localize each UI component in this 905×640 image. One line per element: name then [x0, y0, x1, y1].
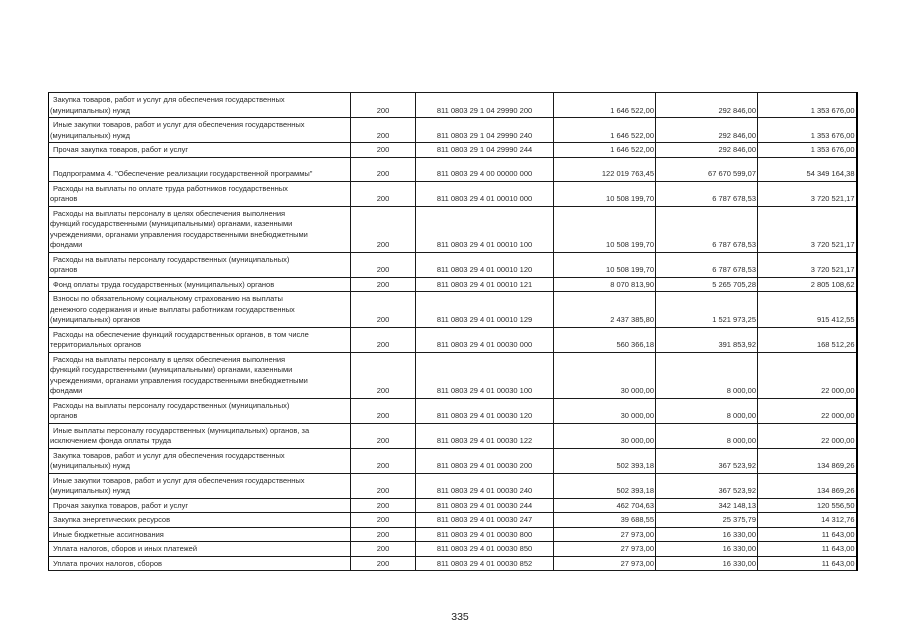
executed-amount-cell: 67 670 599,07: [656, 157, 758, 181]
executed-amount-cell: 16 330,00: [656, 556, 758, 571]
executed-amount-cell: 8 000,00: [656, 352, 758, 398]
row-name-cell: Закупка товаров, работ и услуг для обеспечения государственных (муниципальных) нужд: [49, 448, 351, 473]
budget-execution-table: [48, 92, 858, 571]
budget-code-cell: 811 0803 29 1 04 29990 200: [416, 93, 554, 118]
executed-amount-cell: 16 330,00: [656, 527, 758, 542]
approved-amount-cell: 30 000,00: [554, 352, 656, 398]
budget-code-cell: 811 0803 29 4 01 00010 120: [416, 252, 554, 277]
table-row: [49, 498, 857, 513]
line-code-cell: 200: [351, 277, 416, 292]
table-row: [49, 513, 857, 528]
unexecuted-amount-cell: 11 643,00: [758, 556, 857, 571]
row-name-cell: Уплата налогов, сборов и иных платежей: [49, 542, 351, 557]
line-code-cell: 200: [351, 252, 416, 277]
row-name-cell: Закупка товаров, работ и услуг для обеспечения государственных (муниципальных) нужд: [49, 93, 351, 118]
unexecuted-amount-cell: 22 000,00: [758, 352, 857, 398]
approved-amount-cell: 122 019 763,45: [554, 157, 656, 181]
executed-amount-cell: 6 787 678,53: [656, 252, 758, 277]
budget-code-cell: 811 0803 29 4 01 00030 850: [416, 542, 554, 557]
row-name-cell: Уплата прочих налогов, сборов: [49, 556, 351, 571]
row-name-cell: Прочая закупка товаров, работ и услуг: [49, 143, 351, 158]
approved-amount-cell: 39 688,55: [554, 513, 656, 528]
executed-amount-cell: 292 846,00: [656, 118, 758, 143]
line-code-cell: 200: [351, 513, 416, 528]
table-row: [49, 252, 857, 277]
table-row: [49, 423, 857, 448]
approved-amount-cell: 27 973,00: [554, 542, 656, 557]
approved-amount-cell: 2 437 385,80: [554, 292, 656, 328]
row-name-cell: Иные выплаты персоналу государственных (муниципальных) органов, за исключением фонда оплаты труда: [49, 423, 351, 448]
line-code-cell: 200: [351, 556, 416, 571]
approved-amount-cell: 1 646 522,00: [554, 118, 656, 143]
approved-amount-cell: 502 393,18: [554, 448, 656, 473]
budget-code-cell: 811 0803 29 4 01 00010 100: [416, 206, 554, 252]
approved-amount-cell: 30 000,00: [554, 423, 656, 448]
approved-amount-cell: 10 508 199,70: [554, 252, 656, 277]
unexecuted-amount-cell: 2 805 108,62: [758, 277, 857, 292]
approved-amount-cell: 502 393,18: [554, 473, 656, 498]
line-code-cell: 200: [351, 352, 416, 398]
budget-code-cell: 811 0803 29 4 01 00030 000: [416, 327, 554, 352]
line-code-cell: 200: [351, 327, 416, 352]
unexecuted-amount-cell: 3 720 521,17: [758, 206, 857, 252]
executed-amount-cell: 367 523,92: [656, 448, 758, 473]
approved-amount-cell: 1 646 522,00: [554, 143, 656, 158]
line-code-cell: 200: [351, 473, 416, 498]
executed-amount-cell: 16 330,00: [656, 542, 758, 557]
executed-amount-cell: 342 148,13: [656, 498, 758, 513]
table-row: [49, 143, 857, 158]
budget-code-cell: 811 0803 29 4 01 00030 800: [416, 527, 554, 542]
table-row: [49, 473, 857, 498]
table-row: [49, 118, 857, 143]
row-name-cell: Прочая закупка товаров, работ и услуг: [49, 498, 351, 513]
table-body: [49, 93, 857, 571]
line-code-cell: 200: [351, 292, 416, 328]
line-code-cell: 200: [351, 181, 416, 206]
budget-code-cell: 811 0803 29 4 00 00000 000: [416, 157, 554, 181]
budget-code-cell: 811 0803 29 4 01 00010 000: [416, 181, 554, 206]
approved-amount-cell: 10 508 199,70: [554, 181, 656, 206]
executed-amount-cell: 6 787 678,53: [656, 206, 758, 252]
row-name-cell: Подпрограмма 4. "Обеспечение реализации государственной программы": [49, 157, 351, 181]
table-row: [49, 448, 857, 473]
table-row: [49, 181, 857, 206]
executed-amount-cell: 1 521 973,25: [656, 292, 758, 328]
unexecuted-amount-cell: 3 720 521,17: [758, 181, 857, 206]
budget-code-cell: 811 0803 29 4 01 00030 100: [416, 352, 554, 398]
unexecuted-amount-cell: 168 512,26: [758, 327, 857, 352]
line-code-cell: 200: [351, 118, 416, 143]
unexecuted-amount-cell: 120 556,50: [758, 498, 857, 513]
unexecuted-amount-cell: 915 412,55: [758, 292, 857, 328]
approved-amount-cell: 560 366,18: [554, 327, 656, 352]
line-code-cell: 200: [351, 157, 416, 181]
line-code-cell: 200: [351, 206, 416, 252]
executed-amount-cell: 367 523,92: [656, 473, 758, 498]
table-row: [49, 93, 857, 118]
table-row: [49, 277, 857, 292]
budget-code-cell: 811 0803 29 4 01 00010 129: [416, 292, 554, 328]
executed-amount-cell: 6 787 678,53: [656, 181, 758, 206]
budget-code-cell: 811 0803 29 4 01 00030 240: [416, 473, 554, 498]
unexecuted-amount-cell: 14 312,76: [758, 513, 857, 528]
table-row: [49, 327, 857, 352]
unexecuted-amount-cell: 54 349 164,38: [758, 157, 857, 181]
row-name-cell: Расходы на выплаты персоналу в целях обеспечения выполнения функций государственными (муниципальными) органами, казенными учреждениями, органами управления государственными внебюджетными фондами: [49, 206, 351, 252]
budget-code-cell: 811 0803 29 4 01 00030 244: [416, 498, 554, 513]
budget-code-cell: 811 0803 29 4 01 00010 121: [416, 277, 554, 292]
unexecuted-amount-cell: 11 643,00: [758, 527, 857, 542]
approved-amount-cell: 1 646 522,00: [554, 93, 656, 118]
line-code-cell: 200: [351, 398, 416, 423]
unexecuted-amount-cell: 11 643,00: [758, 542, 857, 557]
budget-code-cell: 811 0803 29 1 04 29990 240: [416, 118, 554, 143]
unexecuted-amount-cell: 22 000,00: [758, 423, 857, 448]
row-name-cell: Расходы на обеспечение функций государственных органов, в том числе территориальных органов: [49, 327, 351, 352]
approved-amount-cell: 8 070 813,90: [554, 277, 656, 292]
executed-amount-cell: 25 375,79: [656, 513, 758, 528]
executed-amount-cell: 8 000,00: [656, 398, 758, 423]
row-name-cell: Расходы на выплаты персоналу государственных (муниципальных) органов: [49, 252, 351, 277]
line-code-cell: 200: [351, 498, 416, 513]
row-name-cell: Иные бюджетные ассигнования: [49, 527, 351, 542]
row-name-cell: Иные закупки товаров, работ и услуг для обеспечения государственных (муниципальных) нужд: [49, 473, 351, 498]
page-number: 335: [451, 611, 469, 623]
budget-code-cell: 811 0803 29 4 01 00030 247: [416, 513, 554, 528]
budget-code-cell: 811 0803 29 4 01 00030 852: [416, 556, 554, 571]
line-code-cell: 200: [351, 423, 416, 448]
line-code-cell: 200: [351, 448, 416, 473]
row-name-cell: Расходы на выплаты по оплате труда работников государственных органов: [49, 181, 351, 206]
unexecuted-amount-cell: 134 869,26: [758, 473, 857, 498]
approved-amount-cell: 10 508 199,70: [554, 206, 656, 252]
approved-amount-cell: 462 704,63: [554, 498, 656, 513]
line-code-cell: 200: [351, 542, 416, 557]
table-row: [49, 292, 857, 328]
unexecuted-amount-cell: 3 720 521,17: [758, 252, 857, 277]
unexecuted-amount-cell: 134 869,26: [758, 448, 857, 473]
row-name-cell: Фонд оплаты труда государственных (муниципальных) органов: [49, 277, 351, 292]
row-name-cell: Расходы на выплаты персоналу государственных (муниципальных) органов: [49, 398, 351, 423]
table-row: [49, 352, 857, 398]
table-row: [49, 542, 857, 557]
table-row: [49, 206, 857, 252]
budget-code-cell: 811 0803 29 4 01 00030 120: [416, 398, 554, 423]
unexecuted-amount-cell: 1 353 676,00: [758, 118, 857, 143]
row-name-cell: Расходы на выплаты персоналу в целях обеспечения выполнения функций государственными (муниципальными) органами, казенными учреждениями, органами управления государственными внебюджетными фондами: [49, 352, 351, 398]
approved-amount-cell: 27 973,00: [554, 556, 656, 571]
executed-amount-cell: 391 853,92: [656, 327, 758, 352]
unexecuted-amount-cell: 1 353 676,00: [758, 93, 857, 118]
budget-code-cell: 811 0803 29 4 01 00030 200: [416, 448, 554, 473]
line-code-cell: 200: [351, 143, 416, 158]
executed-amount-cell: 5 265 705,28: [656, 277, 758, 292]
line-code-cell: 200: [351, 527, 416, 542]
unexecuted-amount-cell: 22 000,00: [758, 398, 857, 423]
approved-amount-cell: 27 973,00: [554, 527, 656, 542]
approved-amount-cell: 30 000,00: [554, 398, 656, 423]
executed-amount-cell: 292 846,00: [656, 143, 758, 158]
row-name-cell: Закупка энергетических ресурсов: [49, 513, 351, 528]
row-name-cell: Взносы по обязательному социальному страхованию на выплаты денежного содержания и иные выплаты работникам государственных (муниципальных) органов: [49, 292, 351, 328]
executed-amount-cell: 8 000,00: [656, 423, 758, 448]
table-row: [49, 527, 857, 542]
line-code-cell: 200: [351, 93, 416, 118]
unexecuted-amount-cell: 1 353 676,00: [758, 143, 857, 158]
budget-code-cell: 811 0803 29 4 01 00030 122: [416, 423, 554, 448]
table-row: [49, 398, 857, 423]
budget-code-cell: 811 0803 29 1 04 29990 244: [416, 143, 554, 158]
table-row: [49, 556, 857, 571]
table-row: [49, 157, 857, 181]
executed-amount-cell: 292 846,00: [656, 93, 758, 118]
row-name-cell: Иные закупки товаров, работ и услуг для обеспечения государственных (муниципальных) нужд: [49, 118, 351, 143]
